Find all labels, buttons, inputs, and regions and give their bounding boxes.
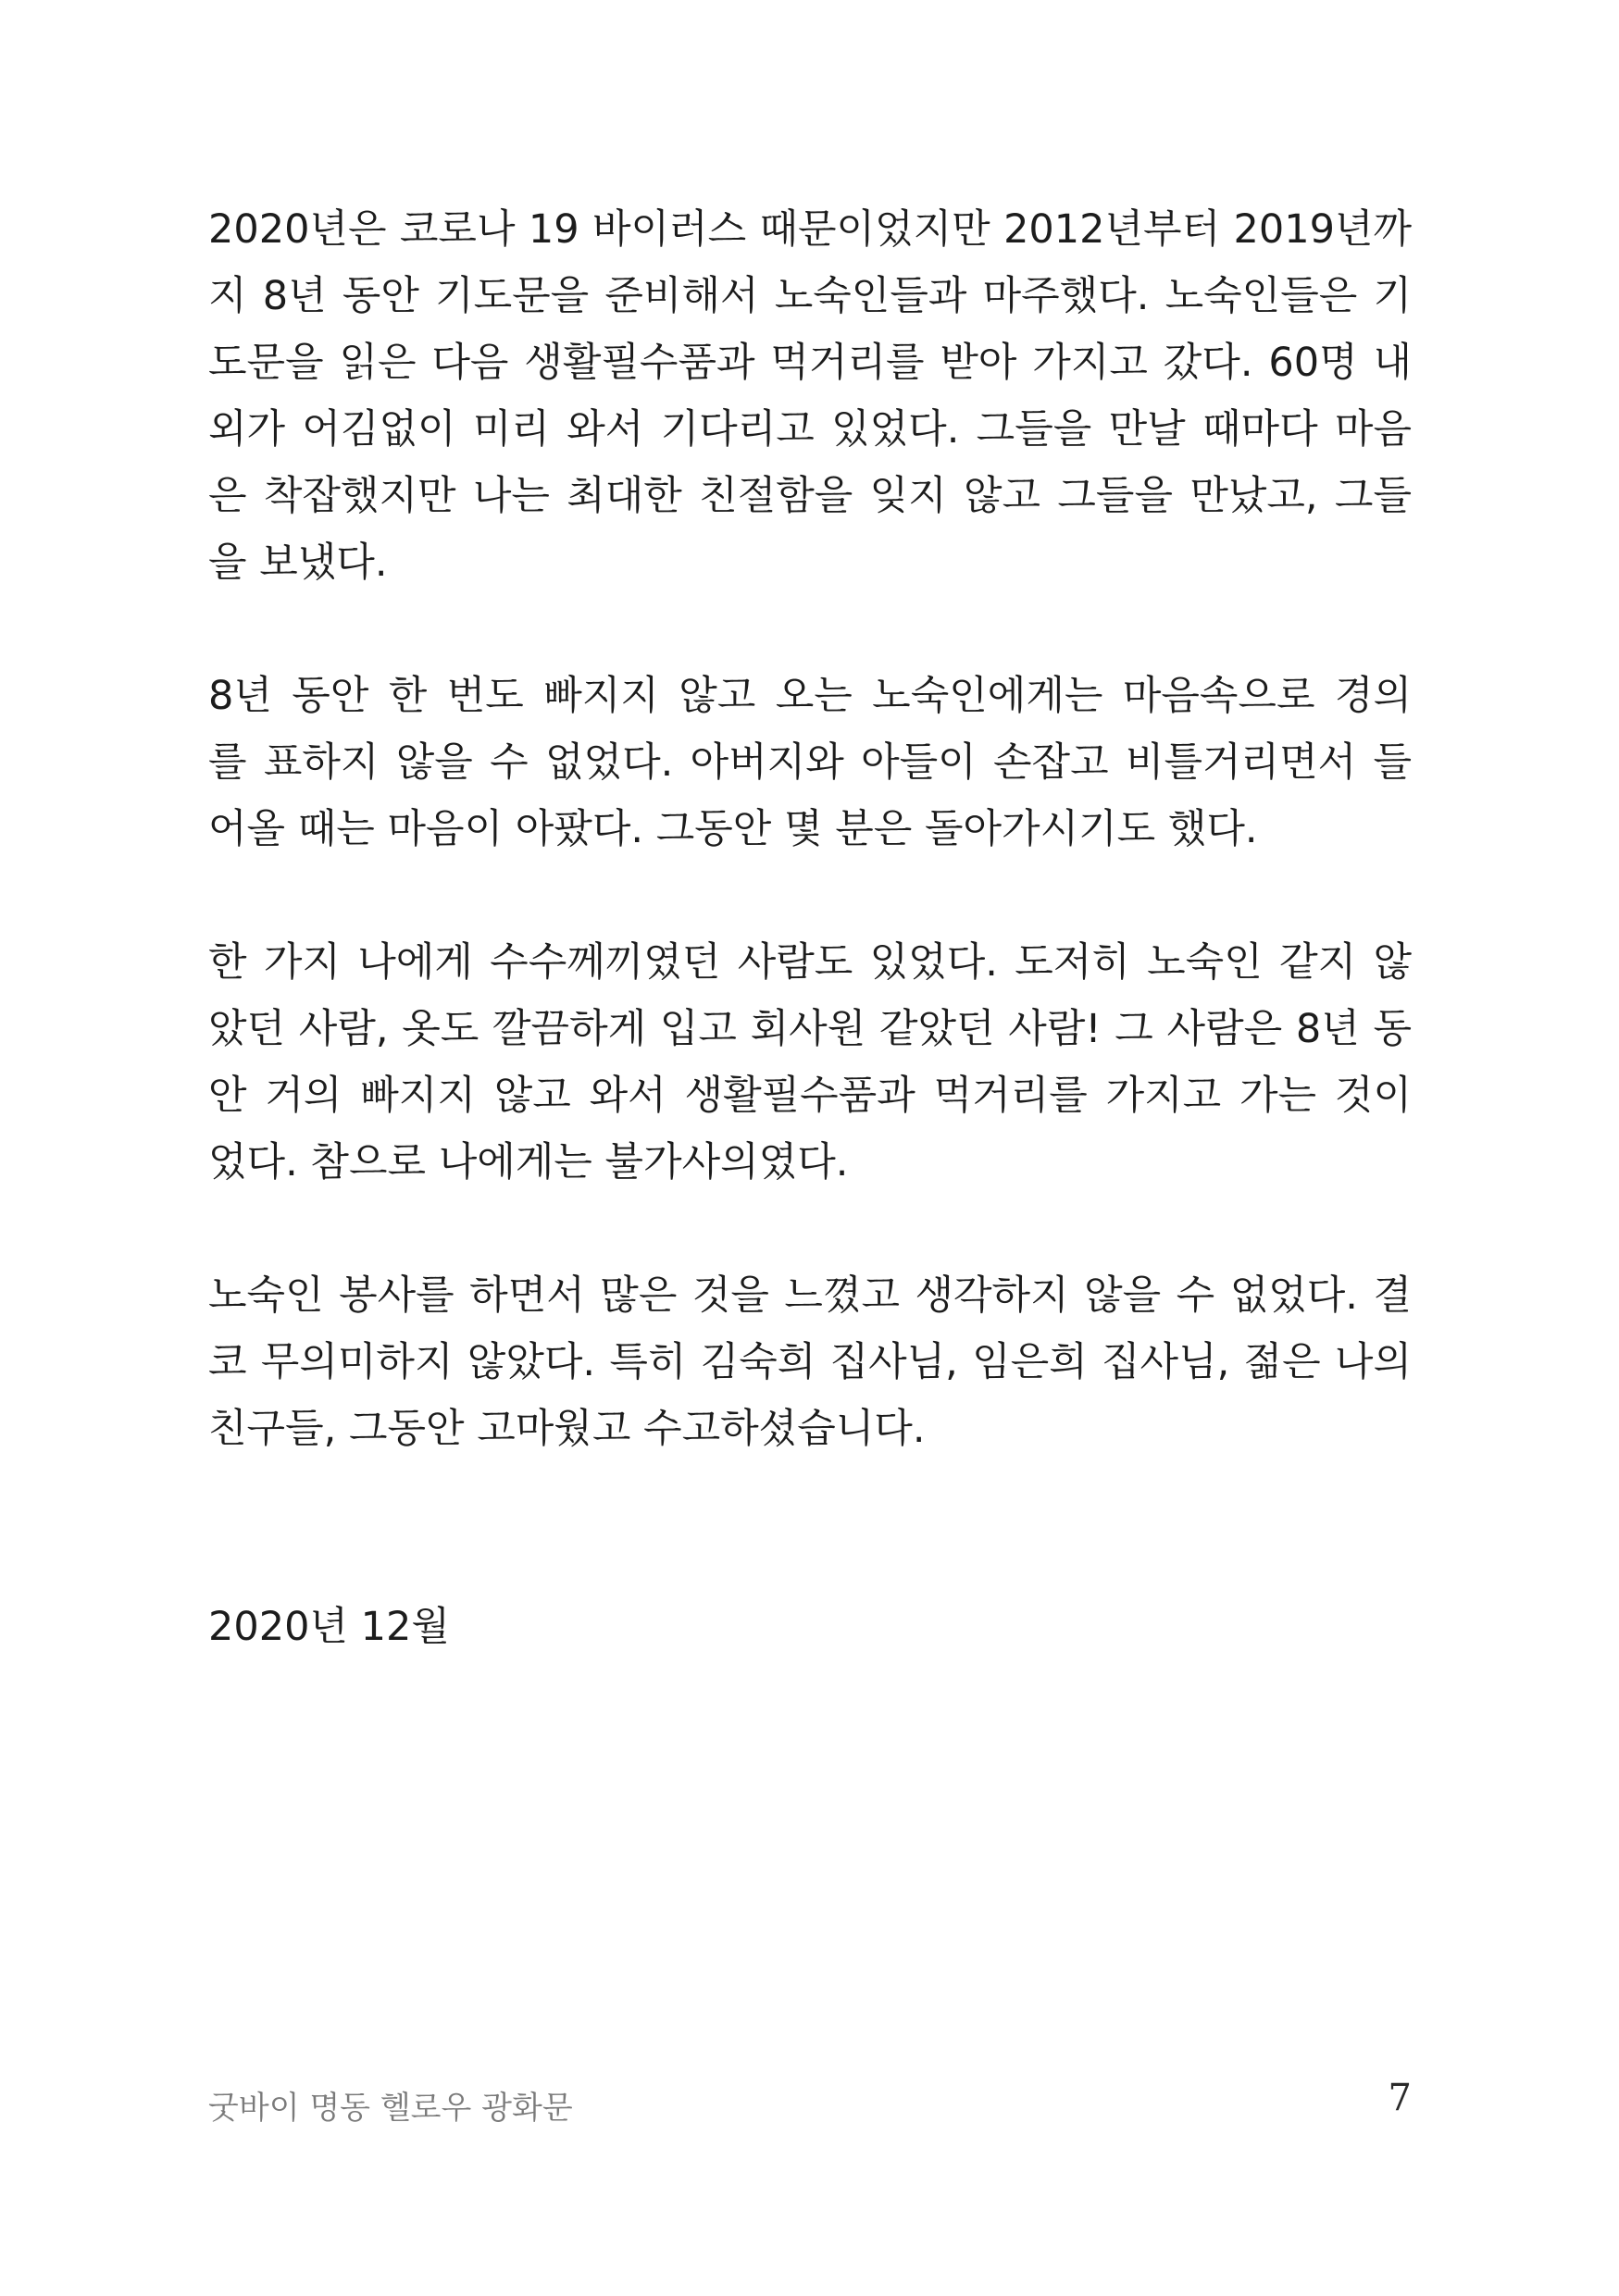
- paragraph-line: 었다. 참으로 나에게는 불가사의였다.: [208, 1139, 849, 1185]
- paragraph-line: 은 착잡했지만 나는 최대한 친절함을 잊지 않고 그들을 만났고, 그들: [208, 473, 1412, 519]
- footer-book-title: 굿바이 명동 헬로우 광화문: [208, 2090, 573, 2127]
- paragraph-gap: [208, 1196, 1412, 1262]
- paragraph-line: 를 표하지 않을 수 없었다. 아버지와 아들이 손잡고 비틀거리면서 들: [208, 739, 1412, 786]
- paragraph-line: 외가 어김없이 미리 와서 기다리고 있었다. 그들을 만날 때마다 마음: [208, 406, 1412, 453]
- paragraph-2: [208, 663, 1412, 863]
- paragraph-line: 도문을 읽은 다음 생활필수품과 먹거리를 받아 가지고 갔다. 60명 내: [208, 340, 1412, 386]
- paragraph-line: 았던 사람, 옷도 깔끔하게 입고 회사원 같았던 사람! 그 사람은 8년 동: [208, 1006, 1412, 1052]
- paragraph-line: 2020년은 코로나 19 바이러스 때문이었지만 2012년부터 2019년까: [208, 206, 1412, 253]
- paragraph-line: 어올 때는 마음이 아팠다. 그동안 몇 분은 돌아가시기도 했다.: [208, 806, 1258, 852]
- footer-page-number: 7: [1388, 2077, 1412, 2119]
- paragraph-gap: [208, 596, 1412, 663]
- paragraph-line: 한 가지 나에게 수수께끼였던 사람도 있었다. 도저히 노숙인 같지 않: [208, 939, 1412, 986]
- body-text: [208, 196, 1412, 1462]
- paragraph-line: 코 무의미하지 않았다. 특히 김숙희 집사님, 임은희 집사님, 젊은 나의: [208, 1339, 1412, 1385]
- paragraph-1: [208, 196, 1412, 596]
- paragraph-line: 안 거의 빠지지 않고 와서 생활필수품과 먹거리를 가지고 가는 것이: [208, 1073, 1412, 1119]
- paragraph-line: 노숙인 봉사를 하면서 많은 것을 느꼈고 생각하지 않을 수 없었다. 결: [208, 1272, 1412, 1319]
- paragraph-4: [208, 1262, 1412, 1462]
- paragraph-line: 친구들, 그동안 고마웠고 수고하셨습니다.: [208, 1406, 926, 1452]
- paragraph-line: 을 보냈다.: [208, 540, 388, 586]
- paragraph-line: 지 8년 동안 기도문을 준비해서 노숙인들과 마주했다. 노숙인들은 기: [208, 273, 1412, 319]
- paragraph-gap: [208, 863, 1412, 929]
- date-line: 2020년 12월: [208, 1604, 450, 1650]
- paragraph-line: 8년 동안 한 번도 빠지지 않고 오는 노숙인에게는 마음속으로 경의: [208, 673, 1412, 719]
- paragraph-3: [208, 929, 1412, 1196]
